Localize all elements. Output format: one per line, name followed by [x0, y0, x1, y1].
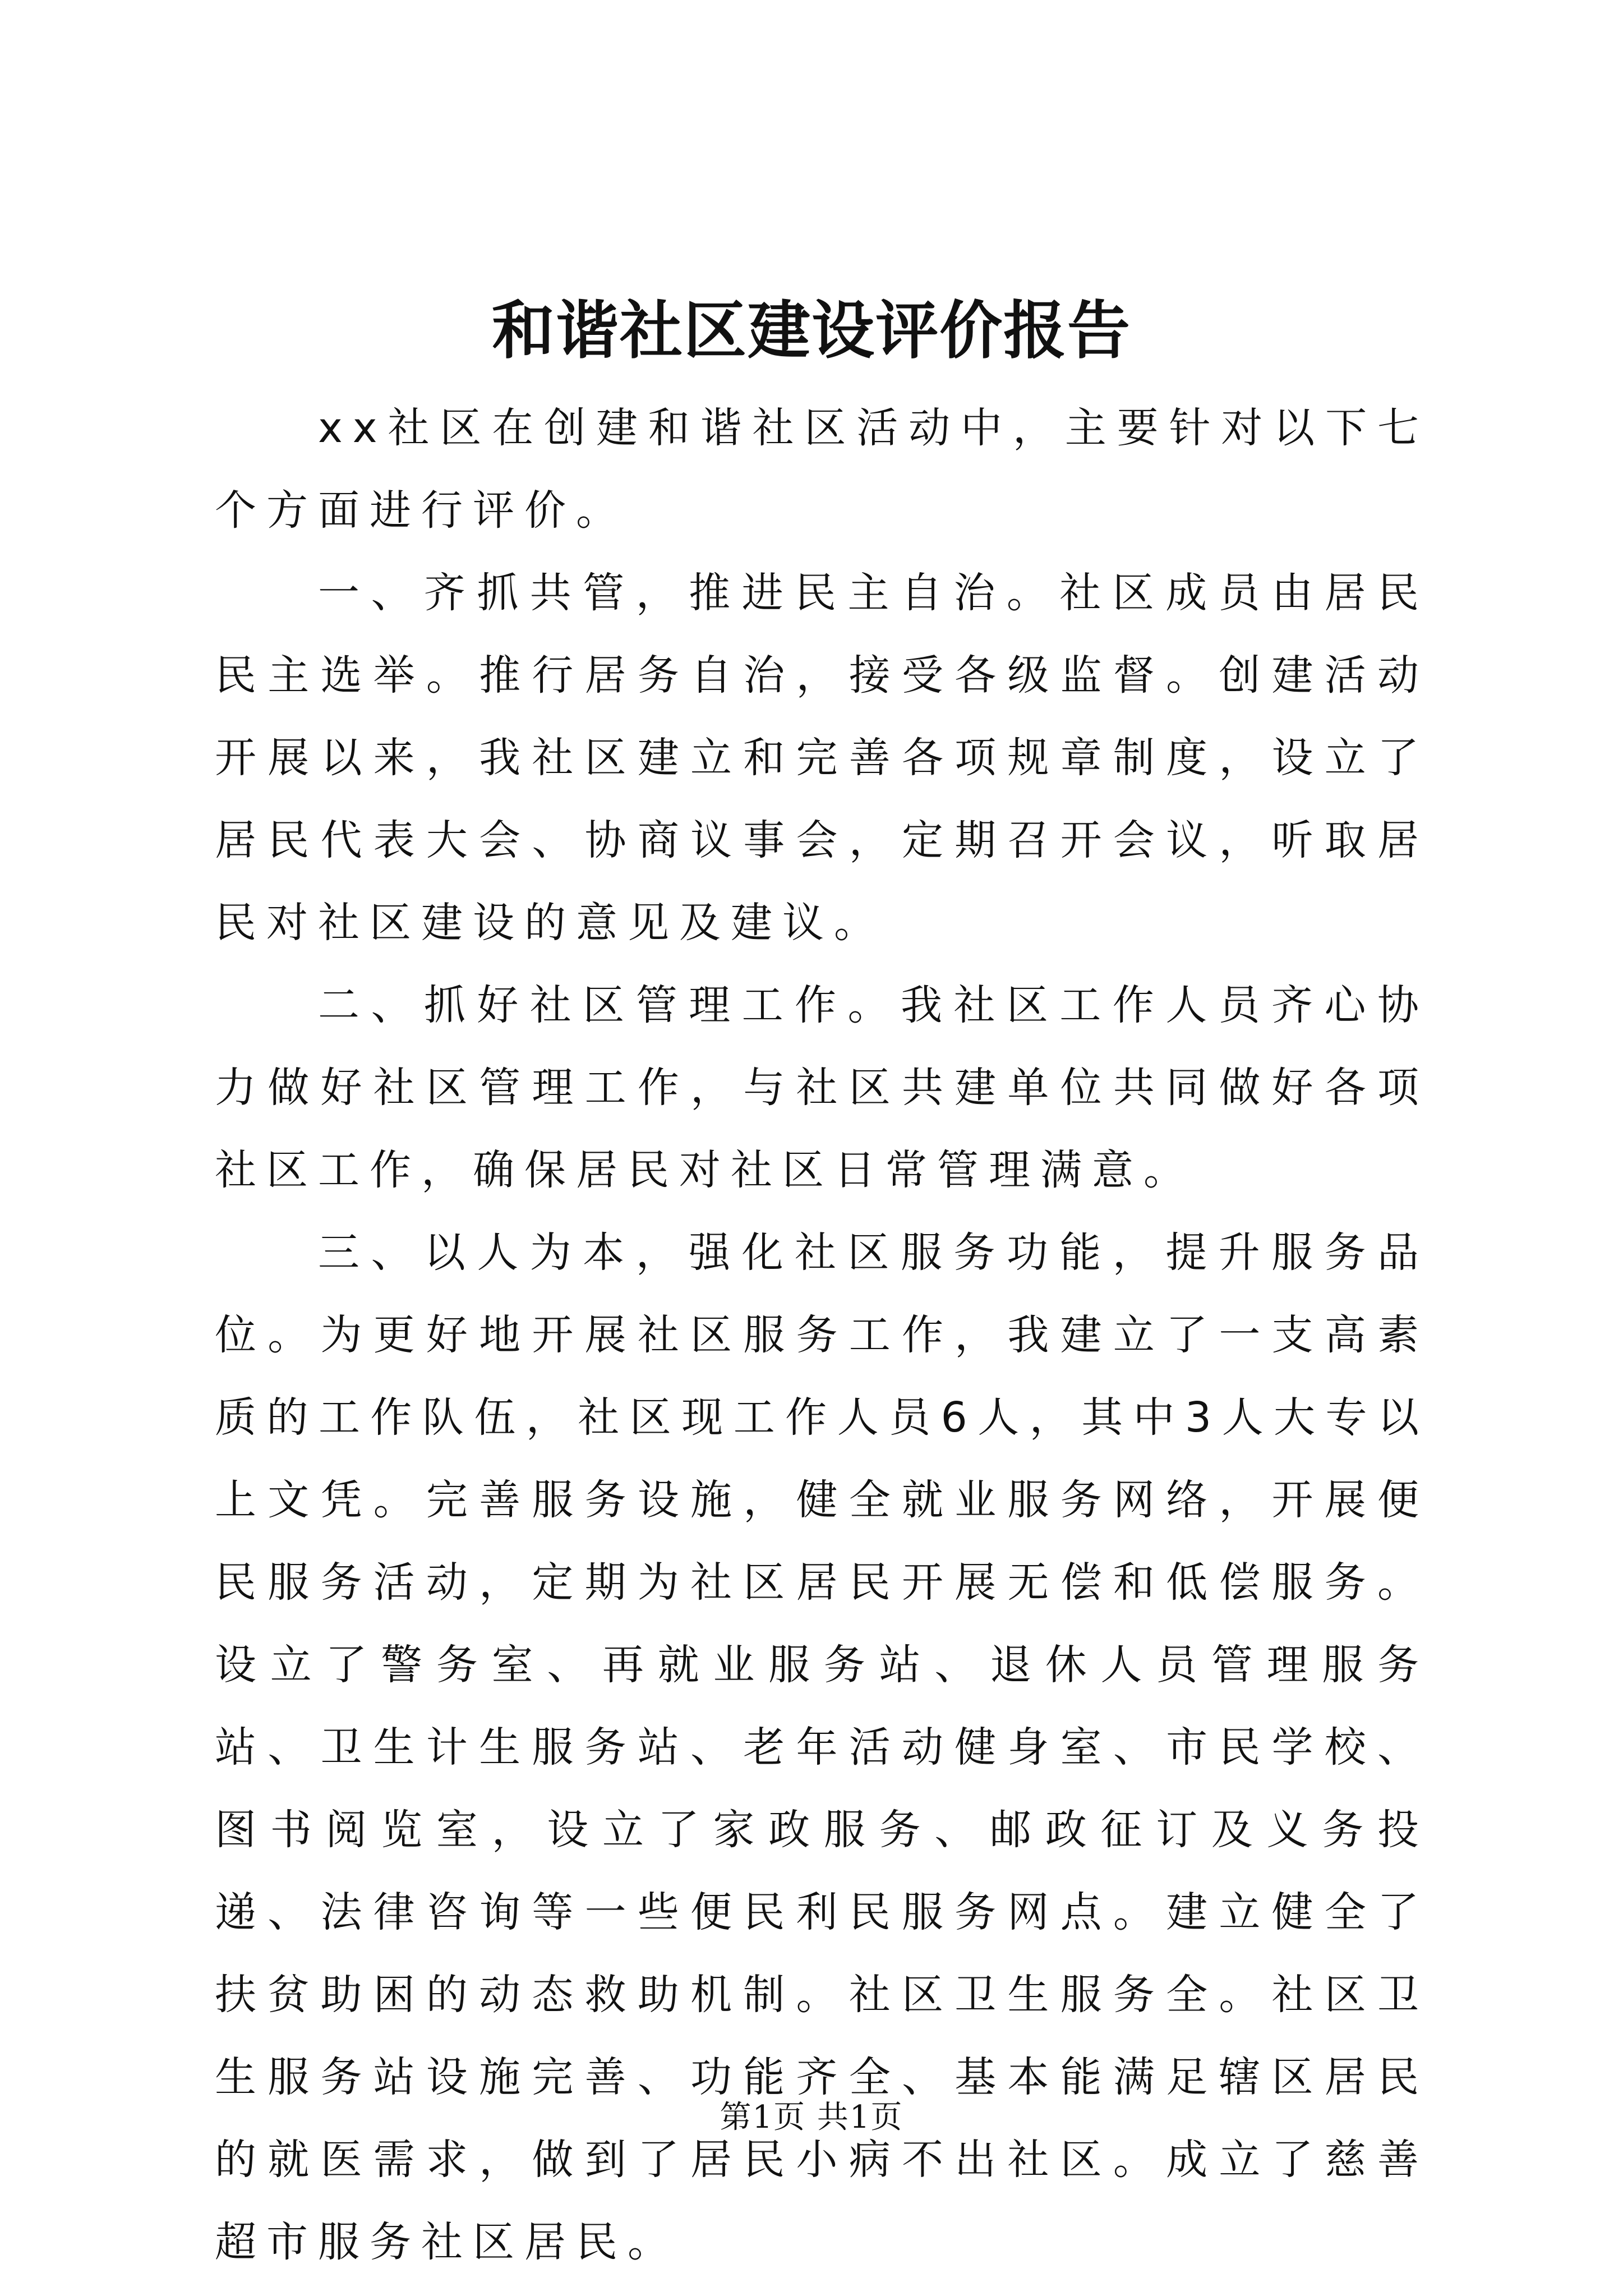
- paragraph-section-3: 三、以人为本，强化社区服务功能，提升服务品位。为更好地开展社区服务工作，我建立了一支高素质的工作队伍，社区现工作人员6人，其中3人大专以上文凭。完善服务设施，健全就业服务网络，开展便民服务活动，定期为社区居民开展无偿和低偿服务。设立了警务室、再就业服务站、退休人员管理服务站、卫生计生服务站、老年活动健身室、市民学校、图书阅览室，设立了家政服务、邮政征订及义务投递、法律咨询等一些便民利民服务网点。建立健全了扶贫助困的动态救助机制。社区卫生服务全。社区卫生服务站设施完善、功能齐全、基本能满足辖区居民的就医需求，做到了居民小病不出社区。成立了慈善超市服务社区居民。: [215, 1228, 1429, 2266]
- page-footer: 第1页 共1页: [720, 2099, 903, 2136]
- paragraph-intro: xx社区在创建和谐社区活动中，主要针对以下七个方面进行评价。: [215, 404, 1429, 535]
- paragraph-section-2: 二、抓好社区管理工作。我社区工作人员齐心协力做好社区管理工作，与社区共建单位共同做好各项社区工作，确保居民对社区日常管理满意。: [215, 981, 1429, 1194]
- document-body: [215, 387, 1429, 2284]
- paragraph-section-1: 一、齐抓共管，推进民主自治。社区成员由居民民主选举。推行居务自治，接受各级监督。创建活动开展以来，我社区建立和完善各项规章制度，设立了居民代表大会、协商议事会，定期召开会议，听取居民对社区建设的意见及建议。: [215, 569, 1429, 947]
- document-title: 和谐社区建设评价报告: [492, 294, 1131, 367]
